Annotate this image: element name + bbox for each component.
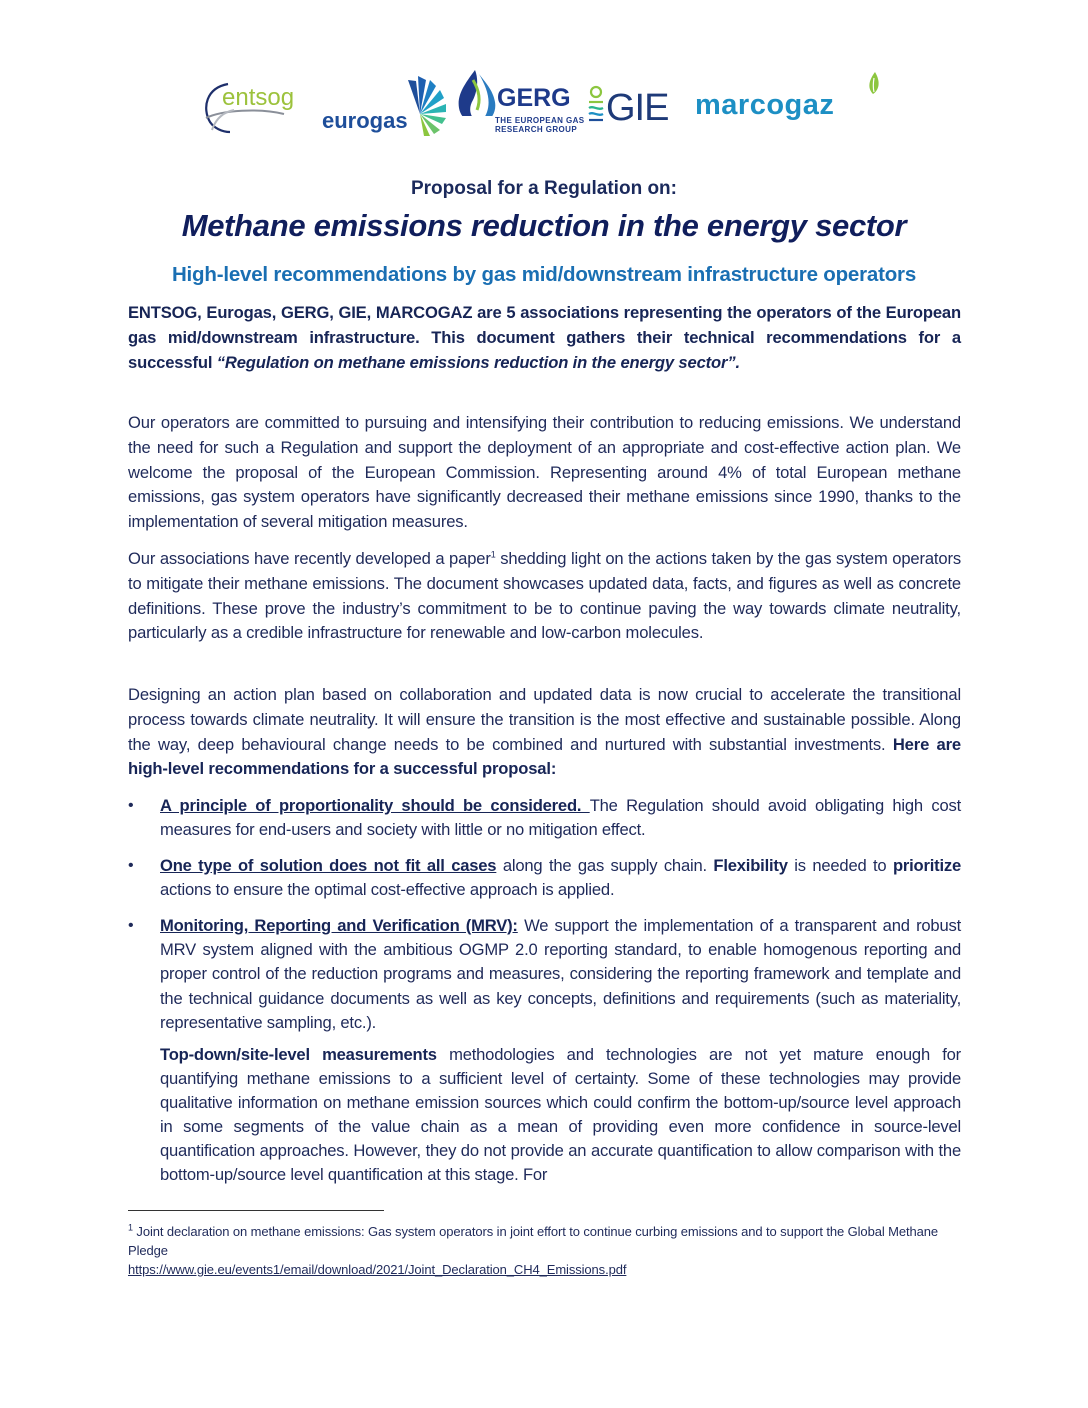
bullet-heading: A principle of proportionality should be considered. bbox=[160, 796, 590, 815]
svg-text:GIE: GIE bbox=[606, 87, 669, 127]
svg-text:eurogas: eurogas bbox=[322, 108, 408, 133]
mrv-top-down-heading: Top-down/site-level measurements bbox=[160, 1045, 437, 1064]
mrv-top-down-paragraph bbox=[160, 1043, 961, 1188]
svg-text:entsog: entsog bbox=[222, 84, 295, 111]
mrv-top-down-text: methodologies and technologies are not yet mature enough for quantifying methane emissions to a sufficient level of certainty. Some of these technologies may provide qualitative information on methane emission sources which could confirm the bottom-up/source level approach in some segments of the value chain as a mean of providing even more confidence in source-level quantification approaches. However, they do not provide an accurate quantification to allow comparison with the bottom-up/source level quantification at this stage. For bbox=[160, 1045, 961, 1185]
bullet-proportionality bbox=[128, 794, 961, 842]
document-subtitle: High-level recommendations by gas mid/downstream infrastructure operators bbox=[171, 263, 917, 286]
bullet-marker: • bbox=[128, 917, 134, 934]
bullet-mrv bbox=[128, 914, 961, 1035]
gerg-logo bbox=[457, 66, 585, 138]
intro-regulation-title: “Regulation on methane emissions reduction in the energy sector”. bbox=[216, 352, 740, 372]
paragraph-commitment: Our operators are committed to pursuing and intensifying their contribution to reducing emissions. We understand the need for such a Regulation and support the deployment of an appropriate and cost-effective action plan. We welcome the proposal of the European Commission. Representing around 4% of total European methane emissions, gas system operators have significantly decreased their methane emissions since 1990, thanks to the implementation of several mitigation measures. bbox=[128, 413, 961, 532]
bullet-emphasis-prioritize: prioritize bbox=[892, 856, 962, 875]
document-title: Methane emissions reduction in the energy sector bbox=[181, 208, 907, 243]
bullet-text: We support the implementation of a transparent and robust MRV system aligned with the ambitious OGMP 2.0 reporting standard, to enable homogenous reporting and proper control of the reduction programs and measures, considering the reporting framework and template and the technical guidance documents as well as key concepts, definitions and requirements (such as materiality, representative sampling, etc.). bbox=[160, 916, 961, 1032]
bullet-one-solution bbox=[128, 854, 961, 902]
eurogas-logo bbox=[320, 74, 450, 139]
svg-text:GERG: GERG bbox=[497, 84, 571, 112]
paragraph-action-plan bbox=[128, 683, 961, 782]
bullet-text-c: actions to ensure the optimal cost-effective approach is applied. bbox=[160, 880, 615, 900]
footnote bbox=[128, 1222, 968, 1279]
bullet-text-a: along the gas supply chain. bbox=[496, 856, 714, 875]
footnote-text: Joint declaration on methane emissions: Gas system operators in joint effort to continue curbing emissions and to support the Global Methane Pledge bbox=[128, 1224, 939, 1258]
bullet-marker: • bbox=[128, 797, 134, 814]
gie-logo bbox=[588, 82, 673, 127]
svg-text:marcogaz: marcogaz bbox=[695, 89, 835, 121]
footnote-separator bbox=[128, 1210, 384, 1211]
marcogaz-logo bbox=[693, 68, 893, 126]
footnote-reference[interactable]: 1 bbox=[490, 549, 496, 560]
gerg-tagline-line-2: RESEARCH GROUP bbox=[495, 125, 578, 134]
footnote-link[interactable]: https://www.gie.eu/events1/email/download/2021/Joint_Declaration_CH4_Emissions.pdf bbox=[128, 1262, 627, 1277]
paragraph-action-plan-text: Designing an action plan based on collaboration and updated data is now crucial to accelerate the transitional process towards climate neutrality. It will ensure the transition is the most effective and sustainable possible. Along the way, deep behavioural change needs to be combined and nurtured with substantial investments. bbox=[128, 685, 961, 754]
footnote-marker: 1 bbox=[128, 1222, 133, 1233]
bullet-text-b: is needed to bbox=[787, 856, 893, 875]
gerg-tagline-line-1: THE EUROPEAN GAS bbox=[495, 116, 585, 125]
bullet-emphasis-flexibility: Flexibility bbox=[713, 856, 788, 875]
recommendations-lead-in: Here are high-level recommendations for a successful proposal: bbox=[128, 734, 961, 779]
partner-logos bbox=[195, 62, 895, 142]
bullet-heading: One type of solution does not fit all cases bbox=[160, 856, 497, 875]
bullet-marker: • bbox=[128, 857, 134, 874]
bullet-text: The Regulation should avoid obligating high cost measures for end-users and society with little or no mitigation effect. bbox=[160, 796, 961, 840]
intro-paragraph bbox=[128, 301, 961, 375]
paragraph-associations-text-a: Our associations have recently developed a paper bbox=[128, 549, 491, 568]
intro-text: ENTSOG, Eurogas, GERG, GIE, MARCOGAZ are 5 associations representing the operators of the European gas mid/downstream infrastructure. This document gathers their technical recommendations for a successful bbox=[128, 303, 961, 372]
entsog-logo bbox=[200, 74, 310, 136]
document-kicker: Proposal for a Regulation on: bbox=[410, 178, 677, 199]
paragraph-associations bbox=[128, 547, 961, 646]
bullet-heading: Monitoring, Reporting and Verification (MRV): bbox=[160, 916, 518, 935]
paragraph-associations-text-b: shedding light on the actions taken by the gas system operators to mitigate their methane emissions. The document showcases updated data, facts, and figures as well as concrete definitions. These prove the industry’s commitment to be to continue paving the way towards climate neutrality, particularly as a credible infrastructure for renewable and low-carbon molecules. bbox=[128, 549, 961, 643]
